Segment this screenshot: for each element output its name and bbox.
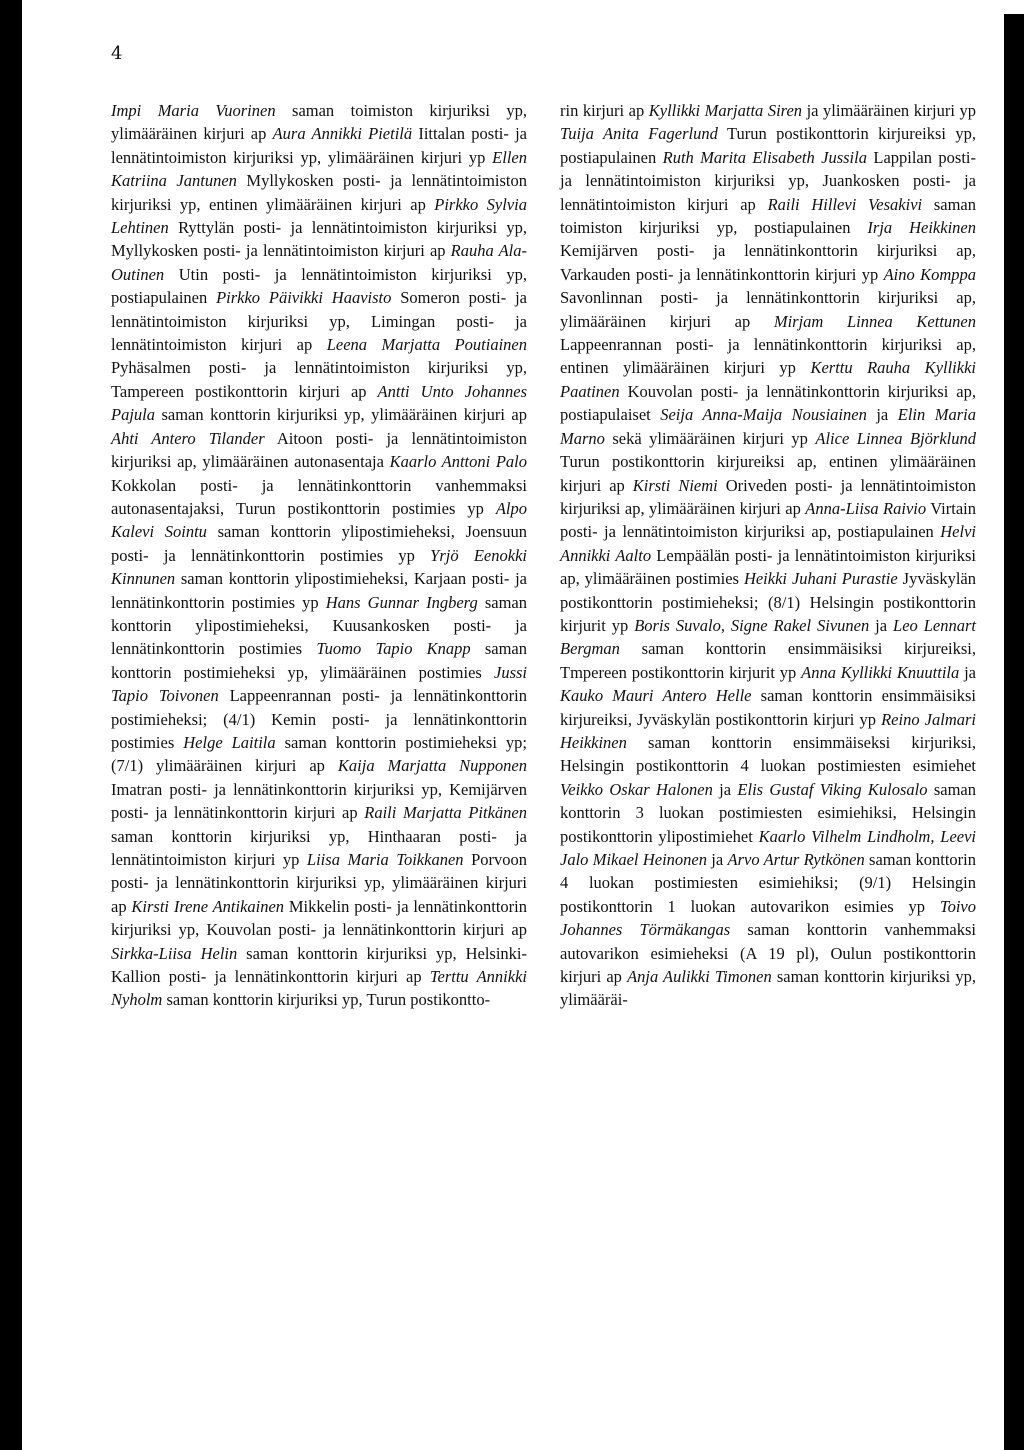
person-name: Leena Marjatta Poutiainen xyxy=(326,335,527,355)
text-run: Turun postikonttorin kirjureiksi ap, entinen ylimääräinen kirjuri ap xyxy=(560,452,976,495)
person-name: Irja Heikkinen xyxy=(867,218,976,238)
text-run: Iittalan posti- ja lennätintoimiston kirjuriksi yp, ylimääräinen kirjuri yp xyxy=(111,124,527,167)
person-name: Tuija Anita Fagerlund xyxy=(560,124,718,144)
text-run: ja xyxy=(712,779,738,799)
person-name: Reino Jalmari Heikkinen xyxy=(560,709,976,752)
text-run: saman konttorin ylipostimieheksi, Joensuun posti- ja lennätinkonttorin postimies yp xyxy=(111,522,527,565)
text-run: saman konttorin ensimmäiseksi kirjuriksi, Helsingin postikonttorin 4 luokan postimiesten esimiehet xyxy=(560,732,976,776)
person-name: Raili Marjatta Pitkänen xyxy=(364,803,527,823)
text-run: Utin posti- ja lennätintoimiston kirjuriksi yp, postiapulainen xyxy=(111,264,527,308)
text-run: ja xyxy=(866,405,898,425)
person-name: Arvo Artur Rytkönen xyxy=(727,850,865,869)
person-name: Boris Suvalo, Signe Rakel Sivunen xyxy=(634,615,870,635)
person-name: Aino Komppa xyxy=(883,264,976,284)
person-name: Toivo Johannes Törmäkangas xyxy=(560,896,976,940)
text-run: Aitoon posti- ja lennätintoimiston kirjuriksi ap, ylimääräinen autonasentaja xyxy=(111,428,527,472)
person-name: Elin Maria Marno xyxy=(560,405,976,448)
text-run: ja xyxy=(959,662,976,682)
text-run: saman konttorin kirjuriksi yp, Helsinki-Kallion posti- ja lennätinkonttorin kirjuri ap xyxy=(111,943,527,987)
person-name: Kirsti Irene Antikainen xyxy=(131,896,285,916)
person-name: Kirsti Niemi xyxy=(632,475,718,495)
person-name: Raili Hillevi Vesakivi xyxy=(767,194,923,214)
person-name: Helge Laitila xyxy=(183,732,276,752)
scan-edge-left xyxy=(0,0,22,1450)
person-name: Ahti Antero Tilander xyxy=(111,428,265,448)
text-run: saman konttorin ylipostimieheksi, Karjaan posti- ja lennätinkonttorin postimies yp xyxy=(111,569,527,612)
text-run: Savonlinnan posti- ja lennätinkonttorin kirjuriksi ap, ylimääräinen kirjuri ap xyxy=(560,288,976,331)
text-run: sekä ylimääräinen kirjuri yp xyxy=(604,428,816,448)
person-name: Kaarlo Vilhelm Lindholm, Leevi Jalo Mikael Heinonen xyxy=(560,826,976,869)
text-run: ja ylimääräinen kirjuri yp xyxy=(802,101,976,120)
page-number: 4 xyxy=(111,43,123,64)
person-name: Anja Aulikki Timonen xyxy=(627,967,772,987)
text-run: Virtain posti- ja lennätintoimiston kirjuriksi ap, postiapulainen xyxy=(560,498,976,542)
text-run: Kemijärven posti- ja lennätinkonttorin kirjuriksi ap, Varkauden posti- ja lennätinkonttorin kirjuri yp xyxy=(560,241,976,284)
person-name: Pirkko Päivikki Haavisto xyxy=(216,288,392,308)
text-run: Kouvolan posti- ja lennätinkonttorin kirjuriksi ap, postiapulaiset xyxy=(560,381,976,425)
person-name: Kerttu Rauha Kyllikki Paatinen xyxy=(560,358,976,401)
person-name: Antti Unto Johannes Pajula xyxy=(111,381,527,425)
person-name: Anna Kyllikki Knuuttila xyxy=(801,662,960,682)
text-column-left xyxy=(111,99,527,1012)
text-run: ja xyxy=(869,615,894,635)
text-run: saman konttorin ensimmäisiksi kirjureiksi, Tmpereen postikonttorin kirjurit yp xyxy=(560,639,976,682)
person-name: Hans Gunnar Ingberg xyxy=(325,592,478,612)
person-name: Leo Lennart Bergman xyxy=(560,615,976,659)
text-run: saman konttorin vanhemmaksi autovarikon esimieheksi (A 19 pl), Oulun postikonttorin kirjuri ap xyxy=(560,920,976,987)
person-name: Alice Linnea Björklund xyxy=(815,428,976,448)
text-run: Lappeenrannan posti- ja lennätinkonttorin postimieheksi; (4/1) Kemin posti- ja lennätinkonttorin postimies xyxy=(111,686,527,752)
text-run: saman konttorin postimieheksi yp, ylimääräinen postimies xyxy=(111,639,528,682)
text-run: saman konttorin postimieheksi yp; (7/1) ylimääräinen kirjuri ap xyxy=(111,732,527,776)
scan-edge-right xyxy=(1004,14,1024,1450)
person-name: Kaija Marjatta Nupponen xyxy=(337,756,527,776)
person-name: Tuomo Tapio Knapp xyxy=(316,639,471,659)
person-name: Impi Maria Vuorinen xyxy=(111,101,276,120)
text-run: saman konttorin ensimmäisiksi kirjureiksi, Jyväskylän postikonttorin kirjuri yp xyxy=(560,686,976,729)
text-run: saman toimiston kirjuriksi yp, postiapulainen xyxy=(560,194,977,238)
person-name: Rauha Ala-Outinen xyxy=(111,241,527,284)
text-run: Mikkelin posti- ja lennätinkonttorin kirjuriksi yp, Kouvolan posti- ja lennätinkonttorin kirjuri ap xyxy=(111,896,527,940)
text-run: Someron posti- ja lennätintoimiston kirjuriksi yp, Limingan posti- ja lennätintoimiston kirjuri ap xyxy=(111,288,527,355)
person-name: Veikko Oskar Halonen xyxy=(560,779,713,799)
person-name: Elis Gustaf Viking Kulosalo xyxy=(737,779,928,799)
text-run: Lappilan posti- ja lennätintoimiston kirjuriksi yp, Juankosken posti- ja lennätintoimiston kirjuri ap xyxy=(560,147,976,214)
person-name: Mirjam Linnea Kettunen xyxy=(773,311,976,331)
person-name: Aura Annikki Pietilä xyxy=(272,124,413,144)
person-name: Jussi Tapio Toivonen xyxy=(111,662,527,706)
text-run: saman konttorin ylipostimieheksi, Kuusankosken posti- ja lennätinkonttorin postimies xyxy=(111,592,527,659)
text-run: Jyväskylän postikonttorin postimieheksi; (8/1) Helsingin postikonttorin kirjurit yp xyxy=(560,569,976,635)
text-run: Turun postikonttorin kirjureiksi yp, postiapulainen xyxy=(560,124,976,167)
text-run: Kokkolan posti- ja lennätinkonttorin vanhemmaksi autonasentajaksi, Turun postikonttorin postimies yp xyxy=(111,475,527,518)
text-run: saman konttorin kirjuriksi yp, Turun postikontto- xyxy=(162,990,491,1010)
person-name: Kaarlo Anttoni Palo xyxy=(389,452,527,472)
text-run: rin kirjuri ap xyxy=(560,101,649,120)
person-name: Kauko Mauri Antero Helle xyxy=(560,686,752,706)
person-name: Ruth Marita Elisabeth Jussila xyxy=(662,147,867,167)
text-run: Ryttylän posti- ja lennätintoimiston kirjuriksi yp, Myllykosken posti- ja lennätintoimiston kirjuri ap xyxy=(111,218,527,261)
text-run: Myllykosken posti- ja lennätintoimiston kirjuriksi yp, entinen ylimääräinen kirjuri ap xyxy=(111,171,527,214)
text-run: saman toimiston kirjuriksi yp, ylimääräinen kirjuri ap xyxy=(111,101,527,144)
person-name: Seija Anna-Maija Nousiainen xyxy=(660,405,867,425)
person-name: Alpo Kalevi Sointu xyxy=(111,498,527,542)
person-name: Heikki Juhani Purastie xyxy=(743,569,898,589)
person-name: Yrjö Eenokki Kinnunen xyxy=(111,545,527,589)
text-run: saman konttorin 3 luokan postimiesten esimiehiksi, Helsingin postikonttorin ylipostimiehet xyxy=(560,779,976,846)
text-run: saman konttorin kirjuriksi yp, ylimääräinen kirjuri ap xyxy=(155,405,527,425)
person-name: Kyllikki Marjatta Siren xyxy=(648,101,803,120)
text-run: Porvoon posti- ja lennätinkonttorin kirjuriksi yp, ylimääräinen kirjuri ap xyxy=(111,850,528,916)
person-name: Sirkka-Liisa Helin xyxy=(111,943,238,963)
text-column-right xyxy=(560,99,976,1012)
text-run: Oriveden posti- ja lennätintoimiston kirjuriksi ap, ylimääräinen kirjuri ap xyxy=(560,475,976,518)
text-run: Imatran posti- ja lennätinkonttorin kirjuriksi yp, Kemijärven posti- ja lennätinkonttorin kirjuri ap xyxy=(111,779,527,823)
text-run: saman konttorin kirjuriksi yp, Hinthaaran posti- ja lennätintoimiston kirjuri yp xyxy=(111,826,527,869)
text-run: Lempäälän posti- ja lennätintoimiston kirjuriksi ap, ylimääräinen postimies xyxy=(560,545,976,589)
text-run: saman konttorin 4 luokan postimiesten esimiehiksi; (9/1) Helsingin postikonttorin 1 luokan autovarikon esimies yp xyxy=(560,850,976,916)
person-name: Terttu Annikki Nyholm xyxy=(111,967,527,1010)
person-name: Anna-Liisa Raivio xyxy=(805,498,927,518)
text-run: ja xyxy=(706,850,728,869)
person-name: Helvi Annikki Aalto xyxy=(560,522,976,565)
person-name: Liisa Maria Toikkanen xyxy=(306,850,464,869)
text-run: Pyhäsalmen posti- ja lennätintoimiston kirjuriksi yp, Tampereen postikonttorin kirjuri ap xyxy=(111,358,527,401)
person-name: Ellen Katriina Jantunen xyxy=(111,147,527,191)
text-run: Lappeenrannan posti- ja lennätinkonttorin kirjuriksi ap, entinen ylimääräinen kirjuri yp xyxy=(560,335,976,378)
text-run: saman konttorin kirjuriksi yp, ylimääräi- xyxy=(560,967,976,1010)
person-name: Pirkko Sylvia Lehtinen xyxy=(111,194,527,238)
